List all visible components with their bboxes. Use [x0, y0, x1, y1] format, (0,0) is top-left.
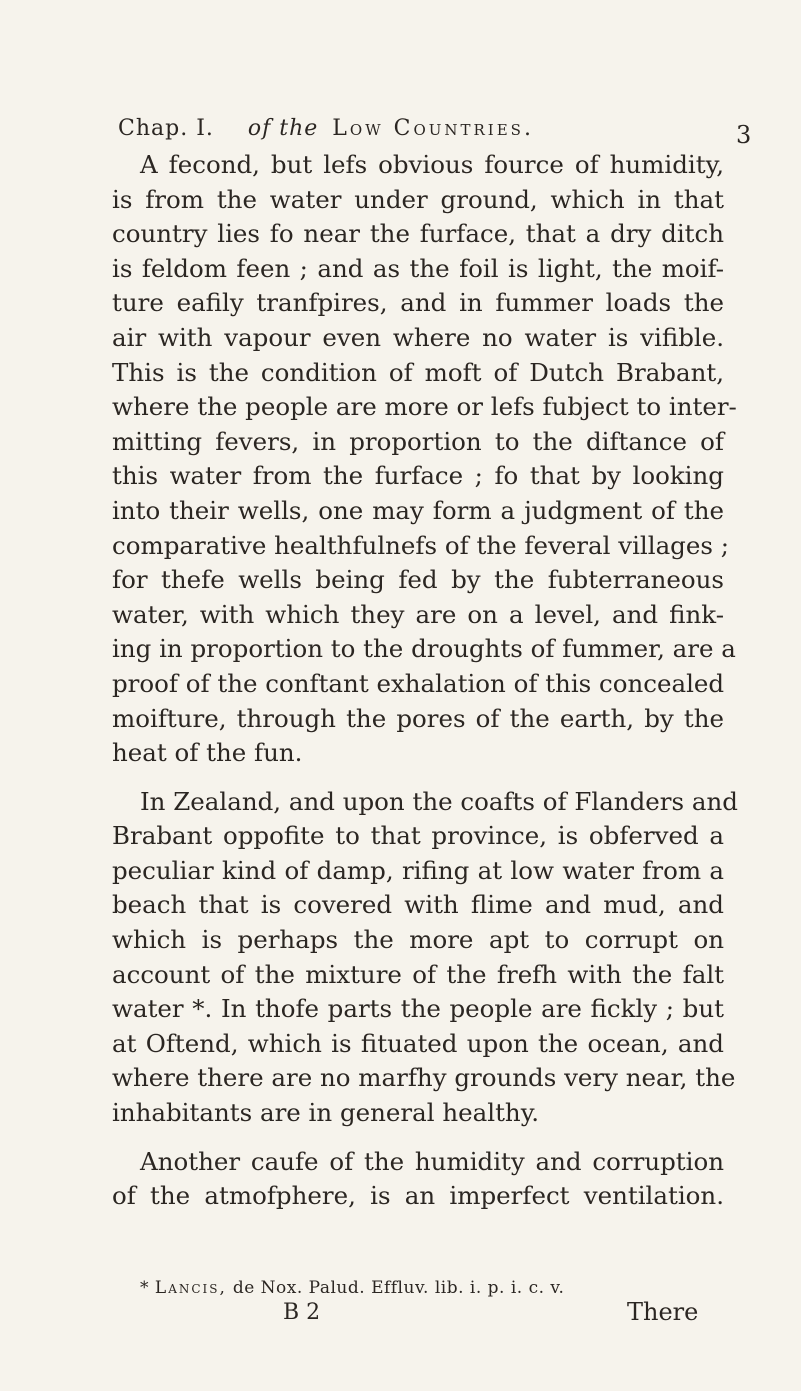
text-line: is feldom feen ; and as the foil is light, the moif- — [112, 253, 724, 283]
text-line: In Zealand, and upon the coafts of Flanders and — [140, 786, 738, 816]
text-line: mitting fevers, in proportion to the diftance of — [112, 426, 724, 456]
text-line: moifture, through the pores of the earth, by the — [112, 703, 724, 733]
text-line: This is the condition of moft of Dutch Brabant, — [112, 357, 724, 387]
text-line: this water from the furface ; fo that by looking — [112, 461, 724, 491]
signature-mark: B 2 — [283, 1300, 321, 1325]
paragraph-1 — [112, 148, 737, 771]
text-line: of the atmofphere, is an imperfect ventilation. — [112, 1181, 724, 1211]
text-line: peculiar kind of damp, rifing at low water from a — [112, 855, 724, 885]
paragraph-3 — [112, 1145, 724, 1214]
footnote — [140, 1278, 740, 1298]
text-line: air with vapour even where no water is vifible. — [112, 322, 724, 352]
text-line: heat of the fun. — [112, 738, 303, 768]
text-line: at Oftend, which is fituated upon the ocean, and — [112, 1028, 724, 1058]
footnote-citation: de Nox. Palud. Effluv. lib. i. p. i. c. v. — [232, 1278, 565, 1298]
text-line: country lies fo near the furface, that a dry ditch — [112, 219, 724, 249]
text-line: where the people are more or lefs fubject to inter- — [112, 392, 737, 422]
chapter-label: Chap. I. — [118, 116, 214, 141]
text-line: which is perhaps the more apt to corrupt on — [112, 925, 724, 955]
running-title-caps: Low Countries. — [332, 116, 534, 141]
text-line: water *. In thofe parts the people are fickly ; but — [112, 994, 724, 1024]
footnote-author: Lancis, — [154, 1278, 227, 1298]
text-line: ture eafily tranfpires, and in fummer loads the — [112, 288, 724, 318]
running-title-italic: of the — [247, 116, 319, 141]
body-text — [112, 148, 738, 1214]
text-line: water, with which they are on a level, and fink- — [112, 599, 724, 629]
paragraph-2 — [112, 785, 738, 1131]
text-line: Another caufe of the humidity and corruption — [140, 1146, 724, 1176]
running-title — [248, 116, 534, 141]
text-line: account of the mixture of the frefh with the falt — [112, 959, 724, 989]
text-line: A fecond, but lefs obvious fource of humidity, — [140, 150, 724, 179]
footnote-marker: * — [140, 1278, 149, 1298]
text-line: comparative healthfulnefs of the feveral villages ; — [112, 530, 729, 560]
text-line: Brabant oppofite to that province, is obferved a — [112, 821, 724, 851]
page-number: 3 — [736, 121, 752, 149]
text-line: beach that is covered with flime and mud, and — [112, 890, 724, 920]
text-line: where there are no marfhy grounds very near, the — [112, 1063, 736, 1093]
text-line: for thefe wells being fed by the fubterraneous — [112, 565, 724, 595]
text-line: ing in proportion to the droughts of fummer, are a — [112, 634, 736, 664]
text-line: is from the water under ground, which in that — [112, 184, 724, 214]
text-line: inhabitants are in general healthy. — [112, 1098, 540, 1128]
text-line: proof of the conftant exhalation of this concealed — [112, 668, 725, 698]
text-line: into their wells, one may form a judgment of the — [112, 495, 724, 525]
running-header — [118, 116, 718, 141]
catchword: There — [627, 1298, 699, 1326]
